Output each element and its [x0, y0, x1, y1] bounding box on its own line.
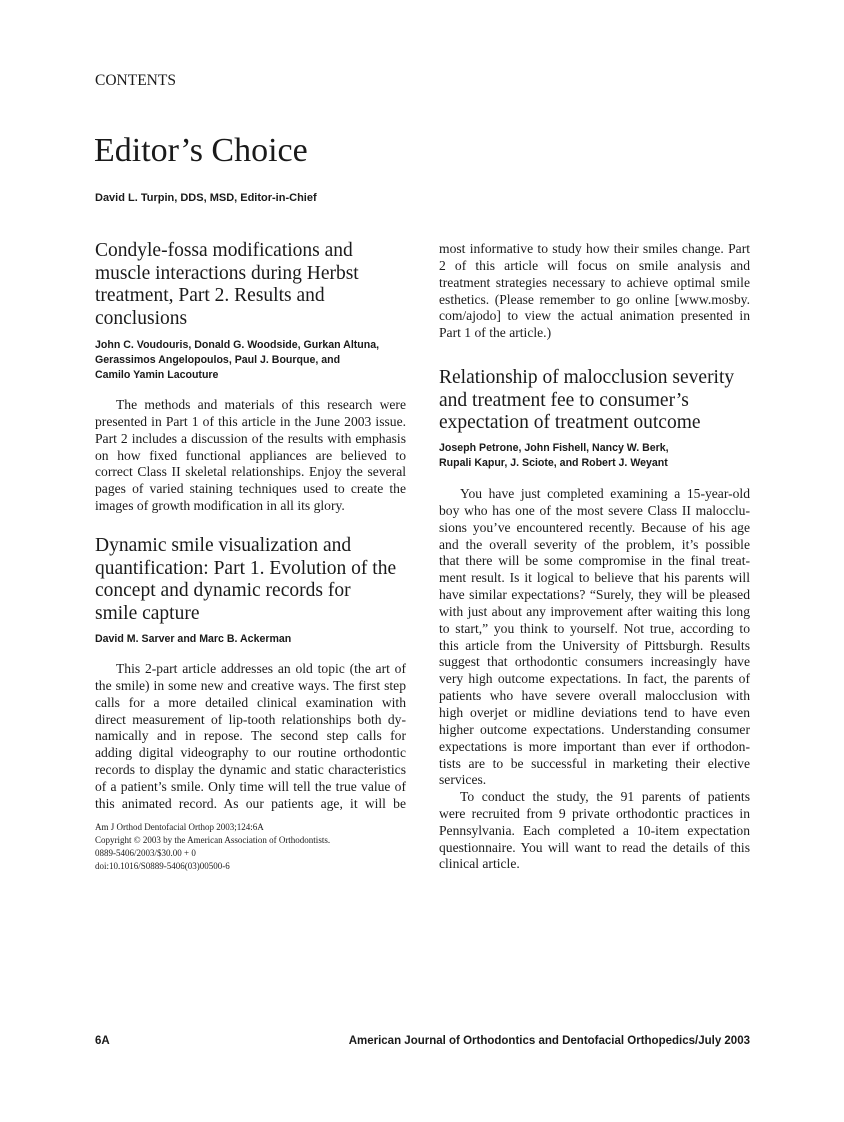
article-2-title[interactable] [95, 535, 406, 626]
article-2-abstract [95, 661, 406, 813]
text-line: tists are to be successful in marketing their elective [439, 755, 750, 771]
article-3-authors [439, 441, 750, 471]
text-line: This 2-part article addresses an old topic (the art of [116, 661, 406, 676]
section-label: CONTENTS [95, 72, 176, 89]
text-line: the smile) in some new and creative ways. The first step [95, 677, 406, 693]
text-line: that there will be some compromise in the final treat- [439, 553, 750, 569]
text-line: services. [439, 772, 487, 788]
article-3-abstract-p2 [439, 789, 750, 873]
page-number: 6A [95, 1035, 110, 1047]
text-line: doi:10.1016/S0889-5406(03)00500-6 [95, 861, 230, 871]
text-line: David M. Sarver and Marc B. Ackerman [95, 633, 292, 645]
article-3-title[interactable] [439, 367, 750, 435]
text-line: Joseph Petrone, John Fishell, Nancy W. Berk, [439, 442, 669, 454]
text-line: very high outcome expectations. In fact, the parents of [439, 671, 750, 687]
text-line: were recruited from 9 private orthodontic practices in [439, 805, 750, 821]
text-line: expectations is more important than ever if orthodon- [439, 738, 750, 754]
text-line: on how fixed functional appliances are believed to [95, 447, 406, 463]
text-line: to start,” you think to yourself. Not true, according to [439, 620, 750, 636]
text-line: Part 1 of the article.) [439, 325, 552, 341]
text-line: treatment, Part 2. Results and [95, 285, 325, 307]
text-line: correct Class II skeletal relationships. Enjoy the several [95, 464, 406, 480]
text-line: smile capture [95, 603, 200, 625]
text-line: expectation of treatment outcome [439, 412, 701, 434]
article-2-authors [95, 632, 406, 647]
text-line: namically and in repose. The second step calls for [95, 728, 406, 744]
text-line: concept and dynamic records for [95, 580, 351, 602]
text-line: 2 of this article will focus on smile analysis and [439, 257, 750, 273]
text-line: Rupali Kapur, J. Sciote, and Robert J. Weyant [439, 457, 668, 469]
text-line: direct measurement of lip-tooth relationships both dy- [95, 711, 406, 727]
page-title: Editor’s Choice [94, 132, 308, 169]
text-line: records to display the dynamic and static characteristics [95, 762, 406, 778]
text-line: John C. Voudouris, Donald G. Woodside, Gurkan Altuna, [95, 339, 380, 351]
text-line: sions you’ve encountered recently. Because of his age [439, 519, 750, 535]
text-line: com/ajodo] to view the actual animation presented in [439, 308, 750, 324]
text-line: and treatment fee to consumer’s [439, 389, 689, 411]
text-line: Copyright © 2003 by the American Association of Orthodontists. [95, 835, 331, 845]
article-1-abstract [95, 397, 406, 515]
text-line: conclusions [95, 308, 188, 330]
text-line: 0889-5406/2003/$30.00 + 0 [95, 848, 196, 858]
text-line: boy who has one of the most severe Class II malocclu- [439, 502, 750, 518]
text-line: calls for a more detailed clinical examination with [95, 694, 406, 710]
text-line: The methods and materials of this research were [116, 397, 406, 412]
text-line: most informative to study how their smiles change. Part [439, 241, 750, 256]
text-line: muscle interactions during Herbst [95, 262, 359, 284]
article-1-authors [95, 338, 406, 383]
text-line: esthetics. (Please remember to go online [www.mosby. [439, 291, 750, 307]
text-line: this article from the University of Pittsburgh. Results [439, 637, 750, 653]
text-line: patients who have severe overall malocclusion with [439, 688, 750, 704]
text-line: Condyle-fossa modifications and [95, 240, 353, 261]
citation-footnote [95, 821, 406, 873]
text-line: You have just completed examining a 15-year-old [460, 486, 750, 501]
journal-footer: American Journal of Orthodontics and Dentofacial Orthopedics/July 2003 [348, 1035, 750, 1047]
text-line: Pennsylvania. Each completed a 10-item expectation [439, 822, 750, 838]
text-line: images of growth modification in all its glory. [95, 498, 345, 514]
text-line: Gerassimos Angelopoulos, Paul J. Bourque, and [95, 354, 341, 366]
text-line: pages of varied staining techniques used to create the [95, 481, 406, 497]
text-line: have similar expectations? “Surely, they will be pleased [439, 587, 750, 603]
article-1-title[interactable] [95, 240, 406, 331]
text-line: Am J Orthod Dentofacial Orthop 2003;124:6A [95, 822, 264, 832]
text-line: Relationship of malocclusion severity [439, 367, 735, 388]
text-line: with just about any improvement after waiting this long [439, 603, 750, 619]
article-3-abstract [439, 486, 750, 789]
text-line: Dynamic smile visualization and [95, 535, 352, 556]
text-line: suggest that orthodontic consumers increasingly have [439, 654, 750, 670]
text-line: and the overall severity of the problem, it’s possible [439, 536, 750, 552]
editor-byline: David L. Turpin, DDS, MSD, Editor-in-Chief [95, 192, 317, 204]
text-line: presented in Part 1 of this article in the June 2003 issue. [95, 413, 406, 429]
text-line: ment result. Is it logical to believe that his parents will [439, 570, 750, 586]
text-line: questionnaire. You will want to read the details of this [439, 839, 750, 855]
text-line: of a patient’s smile. Only time will tell the true value of [95, 778, 406, 794]
text-line: quantification: Part 1. Evolution of the [95, 557, 397, 579]
article-2-abstract-cont [439, 241, 750, 342]
text-line: high overjet or midline deviations tend to have even [439, 704, 750, 720]
text-line: To conduct the study, the 91 parents of patients [460, 789, 750, 804]
text-line: clinical article. [439, 856, 520, 872]
text-line: this animated record. As our patients age, it will be [95, 795, 406, 811]
text-line: higher outcome expectations. Understanding consumer [439, 721, 750, 737]
text-line: adding digital videography to our routine orthodontic [95, 745, 406, 761]
text-line: treatment strategies necessary to achieve optimal smile [439, 274, 750, 290]
text-line: Part 2 includes a discussion of the results with emphasis [95, 430, 406, 446]
text-line: Camilo Yamin Lacouture [95, 369, 219, 381]
